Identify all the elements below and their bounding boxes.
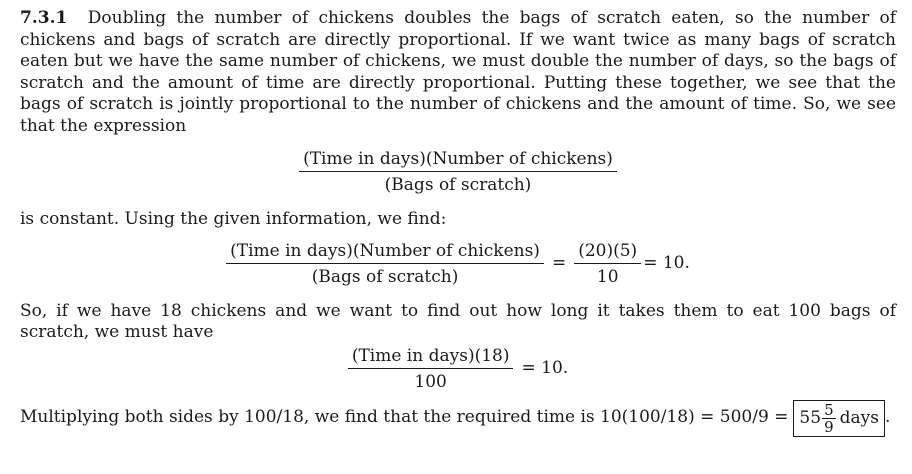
answer-whole: 55 — [799, 408, 822, 428]
expression-2-result: = 10. — [643, 252, 690, 273]
answer-fraction — [822, 402, 836, 435]
expression-1-numerator: (Time in days)(Number of chickens) — [299, 149, 617, 172]
setup-paragraph: So, if we have 18 chickens and we want to find out how long it takes them to eat 100 bags of scratch, we must have — [20, 300, 896, 342]
constant-paragraph: is constant. Using the given information, we find: — [20, 209, 447, 229]
expression-2-numerator: (Time in days)(Number of chickens) — [226, 241, 544, 264]
problem-number: 7.3.1 — [20, 8, 68, 28]
expression-3-fraction — [348, 346, 514, 392]
final-answer-line — [20, 400, 896, 437]
expression-2-equals: = — [551, 252, 567, 273]
answer-unit: days — [839, 408, 879, 428]
expression-3-numerator: (Time in days)(18) — [348, 346, 514, 369]
expression-2-right-numerator: (20)(5) — [574, 241, 641, 264]
solution-page — [20, 8, 896, 437]
intro-paragraph — [20, 8, 896, 137]
expression-2-fraction-right — [574, 241, 641, 287]
expression-1-denominator: (Bags of scratch) — [384, 175, 532, 195]
answer-fraction-denominator: 9 — [824, 417, 834, 436]
answer-box — [793, 400, 885, 437]
expression-2-right-denominator: 10 — [596, 266, 619, 287]
expression-1-fraction — [299, 149, 617, 195]
expression-3-result: = 10. — [521, 357, 569, 378]
final-text: Multiplying both sides by 100/18, we find that the required time is 10(100/18) = 500/9 = — [20, 407, 789, 428]
expression-1 — [20, 149, 896, 195]
intro-text: Doubling the number of chickens doubles the bags of scratch eaten, so the number of chickens and bags of scratch are directly proportional. If we want twice as many bags of scratch eaten but we have the same number of chickens, we must double the number of days, so the bags of scratch and the amount of time are directly proportional. Putting these together, we see that the bags of scratch is jointly proportional to the number of chickens and the amount of time. So, we see that the expression — [20, 8, 897, 136]
answer-fraction-numerator: 5 — [824, 400, 834, 419]
expression-2-denominator: (Bags of scratch) — [311, 266, 459, 287]
expression-2 — [20, 241, 896, 287]
expression-3-denominator: 100 — [414, 371, 447, 392]
expression-3 — [20, 346, 896, 392]
final-period: . — [884, 407, 891, 428]
expression-2-fraction-left — [226, 241, 544, 287]
